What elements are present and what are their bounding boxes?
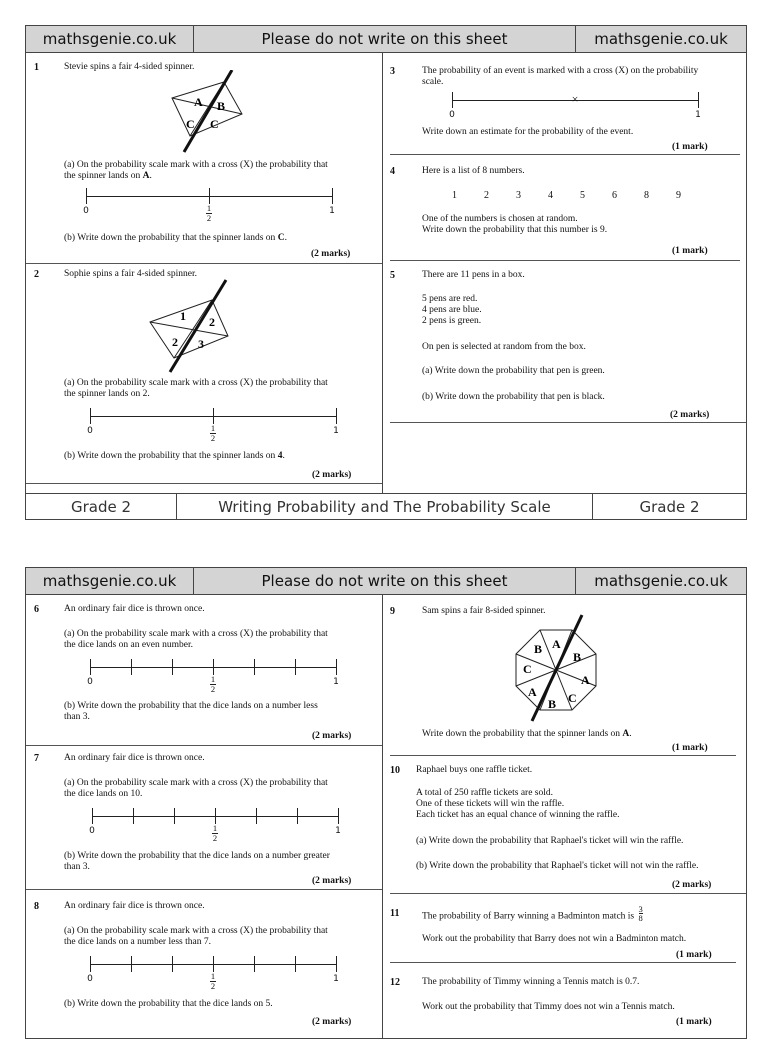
worksheet-page-2 bbox=[25, 567, 747, 1039]
marks-label: (1 mark) bbox=[676, 950, 712, 960]
marks-label: (1 mark) bbox=[672, 142, 708, 152]
part-b-text: (b) Write down the probability that the spinner lands on C. bbox=[64, 233, 287, 243]
part-a-line-2: the dice lands on 10. bbox=[64, 789, 143, 799]
question-number: 9 bbox=[390, 606, 395, 617]
scale-label-one: 1 bbox=[335, 826, 341, 836]
header-site-left: mathsgenie.co.uk bbox=[26, 26, 194, 52]
part-a-text: (a) Write down the probability that pen is green. bbox=[422, 366, 605, 376]
footer-grade-left: Grade 2 bbox=[26, 494, 177, 520]
part-a-line-2: the dice lands on an even number. bbox=[64, 640, 194, 650]
question-line-2: 4 pens are blue. bbox=[422, 305, 482, 315]
question-number: 12 bbox=[390, 977, 400, 988]
spinner-sector-label: A bbox=[528, 685, 537, 699]
question-number: 1 bbox=[34, 62, 39, 73]
question-divider bbox=[390, 154, 740, 155]
question-line-4: On pen is selected at random from the box. bbox=[422, 342, 586, 352]
spinner-diagram bbox=[506, 613, 606, 723]
question-divider bbox=[26, 889, 382, 890]
probability-scale[interactable] bbox=[89, 808, 342, 848]
question-divider bbox=[390, 962, 736, 963]
question-divider bbox=[390, 422, 746, 423]
spinner-sector-label: 2 bbox=[172, 335, 178, 349]
scale-label-zero: 0 bbox=[449, 110, 455, 120]
question-text: The probability of Barry winning a Badminton match is $\frac{3}{8}$ bbox=[422, 904, 643, 923]
question-text: Here is a list of 8 numbers. bbox=[422, 166, 525, 176]
scale-label-half: 1 2 bbox=[210, 423, 216, 443]
probability-scale[interactable] bbox=[87, 659, 340, 699]
question-ask: Write down the probability that the spinner lands on A. bbox=[422, 729, 632, 739]
question-divider bbox=[390, 893, 746, 894]
scale-label-half: 1 2 bbox=[206, 203, 212, 223]
scale-label-zero: 0 bbox=[83, 206, 89, 216]
question-number: 8 bbox=[34, 901, 39, 912]
question-ask: Write down an estimate for the probability of the event. bbox=[422, 127, 634, 137]
header-site-right: mathsgenie.co.uk bbox=[594, 30, 728, 48]
list-item: 4 bbox=[548, 190, 553, 201]
footer-grade-right: Grade 2 bbox=[639, 498, 700, 516]
probability-scale[interactable] bbox=[87, 956, 340, 996]
marks-label: (1 mark) bbox=[672, 246, 708, 256]
question-text: The probability of Timmy winning a Tennis match is 0.7. bbox=[422, 977, 640, 987]
spinner-sector-label: C bbox=[523, 662, 532, 676]
scale-label-zero: 0 bbox=[87, 426, 93, 436]
marks-label: (1 mark) bbox=[676, 1017, 712, 1027]
question-number: 11 bbox=[390, 908, 400, 919]
question-divider bbox=[26, 483, 382, 484]
question-text: An ordinary fair dice is thrown once. bbox=[64, 901, 205, 911]
question-divider bbox=[390, 260, 740, 261]
question-line-2: One of these tickets will win the raffle. bbox=[416, 799, 565, 809]
spinner-sector-label: C bbox=[210, 117, 219, 131]
spinner-sector-label: A bbox=[552, 637, 561, 651]
question-number: 7 bbox=[34, 753, 39, 764]
question-line-2: Write down the probability that this number is 9. bbox=[422, 225, 608, 235]
question-divider bbox=[26, 745, 382, 746]
header-notice: Please do not write on this sheet bbox=[194, 568, 576, 594]
spinner-sector-label: B bbox=[573, 650, 582, 664]
scale-label-zero: 0 bbox=[87, 974, 93, 984]
spinner-diagram bbox=[144, 278, 254, 374]
probability-scale[interactable] bbox=[83, 188, 336, 228]
scale-label-zero: 0 bbox=[89, 826, 95, 836]
scale-label-one: 1 bbox=[695, 110, 701, 120]
question-text: An ordinary fair dice is thrown once. bbox=[64, 753, 205, 763]
list-item: 5 bbox=[580, 190, 585, 201]
part-b-line-2: than 3. bbox=[64, 712, 90, 722]
marks-label: (2 marks) bbox=[312, 470, 352, 480]
list-item: 8 bbox=[644, 190, 649, 201]
scale-label-one: 1 bbox=[333, 974, 339, 984]
marks-label: (2 marks) bbox=[311, 249, 351, 259]
scale-label-half: 1 2 bbox=[210, 674, 216, 694]
list-item: 3 bbox=[516, 190, 521, 201]
spinner-sector-label: A bbox=[581, 673, 590, 687]
list-item: 6 bbox=[612, 190, 617, 201]
question-ask: Work out the probability that Timmy does not win a Tennis match. bbox=[422, 1002, 675, 1012]
spinner-sector-label: C bbox=[186, 117, 195, 131]
part-b-line-1: (b) Write down the probability that the dice lands on a number less bbox=[64, 701, 318, 711]
scale-label-one: 1 bbox=[333, 426, 339, 436]
probability-scale[interactable] bbox=[87, 408, 340, 448]
question-text: Sam spins a fair 8-sided spinner. bbox=[422, 606, 546, 616]
worksheet-page-1 bbox=[25, 25, 747, 520]
question-text-line-2: scale. bbox=[422, 77, 444, 87]
scale-label-half: 1 2 bbox=[210, 971, 216, 991]
question-text: There are 11 pens in a box. bbox=[422, 270, 525, 280]
spinner-sector-label: 2 bbox=[209, 315, 215, 329]
spinner-diagram bbox=[162, 70, 262, 156]
footer-title: Writing Probability and The Probability Scale bbox=[177, 494, 593, 520]
list-item: 9 bbox=[676, 190, 681, 201]
header-site-right: mathsgenie.co.uk bbox=[594, 572, 728, 590]
question-line-3: Each ticket has an equal chance of winning the raffle. bbox=[416, 810, 620, 820]
sheet-header bbox=[26, 568, 746, 595]
question-divider bbox=[26, 263, 382, 264]
part-a-line-1: (a) On the probability scale mark with a cross (X) the probability that bbox=[64, 778, 328, 788]
question-number: 6 bbox=[34, 604, 39, 615]
marks-label: (2 marks) bbox=[312, 731, 352, 741]
question-text: Stevie spins a fair 4-sided spinner. bbox=[64, 62, 195, 72]
number-list bbox=[452, 190, 708, 201]
part-b-line-2: than 3. bbox=[64, 862, 90, 872]
spinner-sector-label: A bbox=[194, 95, 203, 109]
question-text-line-1: The probability of an event is marked with a cross (X) on the probability bbox=[422, 66, 699, 76]
part-a-line-1: (a) On the probability scale mark with a cross (X) the probability that bbox=[64, 629, 328, 639]
question-number: 3 bbox=[390, 66, 395, 77]
question-number: 10 bbox=[390, 765, 400, 776]
marks-label: (2 marks) bbox=[312, 876, 352, 886]
part-a-line-2: the dice lands on a number less than 7. bbox=[64, 937, 211, 947]
marks-label: (2 marks) bbox=[672, 880, 712, 890]
column-divider bbox=[382, 53, 383, 493]
question-line-1: 5 pens are red. bbox=[422, 294, 478, 304]
part-a-line-1: (a) On the probability scale mark with a cross (X) the probability that bbox=[64, 160, 328, 170]
cross-mark: × bbox=[571, 92, 579, 106]
list-item: 1 bbox=[452, 190, 457, 201]
list-item: 2 bbox=[484, 190, 489, 201]
part-b-line-1: (b) Write down the probability that the dice lands on a number greater bbox=[64, 851, 330, 861]
part-b-text: (b) Write down the probability that Raphael's ticket will not win the raffle. bbox=[416, 861, 699, 871]
question-ask: Work out the probability that Barry does not win a Badminton match. bbox=[422, 934, 687, 944]
scale-label-half: 1 2 bbox=[212, 823, 218, 843]
spinner-sector-label: 1 bbox=[180, 309, 186, 323]
part-b-text: (b) Write down the probability that the dice lands on 5. bbox=[64, 999, 273, 1009]
question-number: 4 bbox=[390, 166, 395, 177]
column-divider bbox=[382, 595, 383, 1038]
part-b-text: (b) Write down the probability that pen is black. bbox=[422, 392, 605, 402]
scale-label-one: 1 bbox=[333, 677, 339, 687]
question-number: 5 bbox=[390, 270, 395, 281]
question-divider bbox=[390, 755, 736, 756]
spinner-sector-label: B bbox=[548, 697, 557, 711]
spinner-sector-label: B bbox=[534, 642, 543, 656]
scale-label-one: 1 bbox=[329, 206, 335, 216]
question-line-1: One of the numbers is chosen at random. bbox=[422, 214, 578, 224]
question-line-3: 2 pens is green. bbox=[422, 316, 482, 326]
part-a-line-1: (a) On the probability scale mark with a cross (X) the probability that bbox=[64, 926, 328, 936]
question-number: 2 bbox=[34, 269, 39, 280]
question-line-1: A total of 250 raffle tickets are sold. bbox=[416, 788, 554, 798]
marks-label: (2 marks) bbox=[312, 1017, 352, 1027]
fraction: $\frac{3}{8}$ bbox=[638, 904, 643, 923]
spinner-sector-label: 3 bbox=[198, 337, 204, 351]
header-notice: Please do not write on this sheet bbox=[194, 26, 576, 52]
question-text: Sophie spins a fair 4-sided spinner. bbox=[64, 269, 197, 279]
part-a-line-1: (a) On the probability scale mark with a cross (X) the probability that bbox=[64, 378, 328, 388]
part-b-text: (b) Write down the probability that the spinner lands on 4. bbox=[64, 451, 285, 461]
header-site-left: mathsgenie.co.uk bbox=[26, 568, 194, 594]
probability-scale bbox=[449, 92, 702, 124]
marks-label: (1 mark) bbox=[672, 743, 708, 753]
part-a-line-2: the spinner lands on A. bbox=[64, 171, 152, 181]
spinner-sector-label: C bbox=[568, 691, 577, 705]
spinner-sector-label: B bbox=[217, 99, 226, 113]
sheet-footer bbox=[26, 493, 746, 520]
marks-label: (2 marks) bbox=[670, 410, 710, 420]
part-a-text: (a) Write down the probability that Raphael's ticket will win the raffle. bbox=[416, 836, 684, 846]
question-text: Raphael buys one raffle ticket. bbox=[416, 765, 533, 775]
sheet-header bbox=[26, 26, 746, 53]
part-a-line-2: the spinner lands on 2. bbox=[64, 389, 150, 399]
question-text: An ordinary fair dice is thrown once. bbox=[64, 604, 205, 614]
scale-label-zero: 0 bbox=[87, 677, 93, 687]
